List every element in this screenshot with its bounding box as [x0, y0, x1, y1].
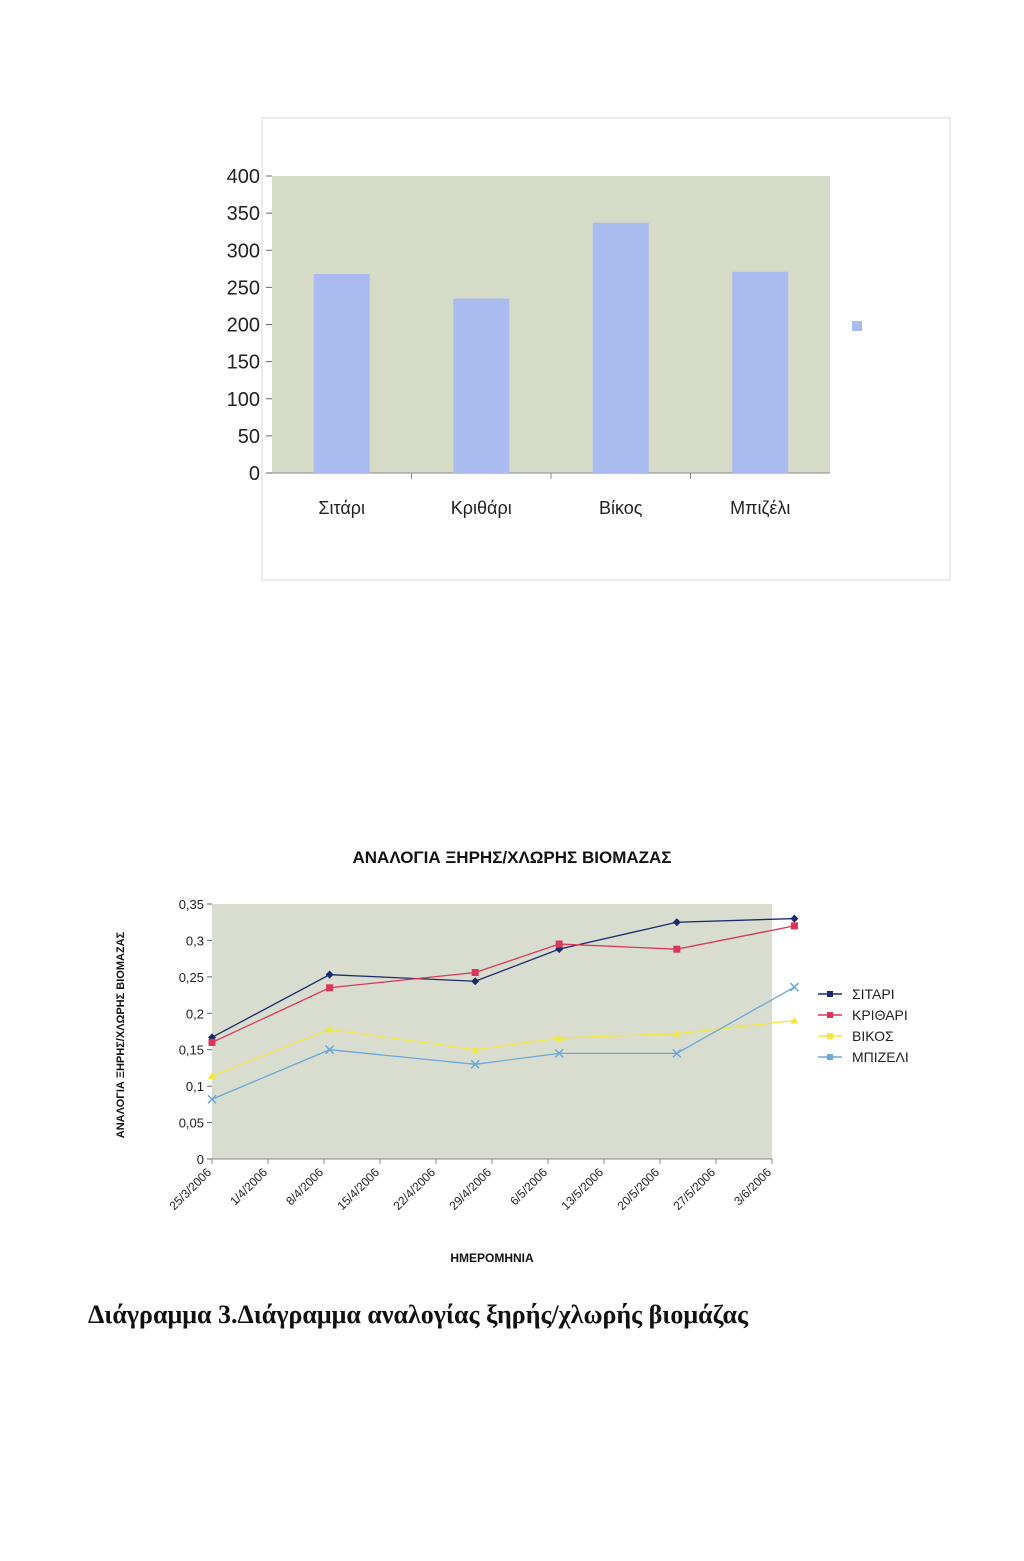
x-tick-label: Μπιζέλι [730, 498, 791, 518]
y-tick-label: 0,2 [185, 1006, 204, 1022]
y-tick-label: 0,25 [178, 969, 204, 985]
legend-marker [827, 1033, 833, 1039]
x-tick-label: 22/4/2006 [390, 1165, 439, 1213]
y-tick-label: 350 [226, 203, 260, 226]
data-point [209, 1039, 216, 1046]
y-tick-label: 0 [196, 1152, 204, 1167]
y-tick-label: 0,05 [178, 1115, 204, 1131]
data-point [790, 983, 798, 991]
y-axis-label: ΑΝΑΛΟΓΙΑ ΞΗΡΗΣ/ΧΛΩΡΗΣ ΒΙΟΜΑΖΑΣ [115, 931, 127, 1139]
y-tick-label: 0,3 [185, 933, 204, 949]
data-point [472, 969, 479, 976]
data-point [791, 922, 798, 929]
y-tick-label: 150 [226, 351, 260, 374]
x-tick-label: Κριθάρι [450, 498, 512, 518]
y-tick-label: 0,1 [185, 1079, 204, 1095]
x-tick-label: 6/5/2006 [507, 1165, 551, 1209]
legend-marker [827, 991, 833, 997]
chart-title: ΑΝΑΛΟΓΙΑ ΞΗΡΗΣ/ΧΛΩΡΗΣ ΒΙΟΜΑΖΑΣ [352, 848, 672, 867]
x-tick-label: Σιτάρι [318, 498, 366, 518]
figure-caption: Διάγραμμα 3.Διάγραμμα αναλογίας ξηρής/χλωρής βιομάζας [88, 1300, 748, 1329]
data-point [790, 915, 798, 923]
data-point [673, 946, 680, 953]
y-tick-label: 0 [248, 463, 260, 485]
x-tick-label: 15/4/2006 [334, 1165, 383, 1213]
data-point [556, 941, 563, 948]
x-tick-label: 3/6/2006 [731, 1165, 775, 1209]
legend-label: ΒΙΚΟΣ [852, 1028, 894, 1044]
legend-marker [827, 1054, 833, 1060]
x-tick-label: 29/4/2006 [446, 1165, 495, 1213]
legend-label: ΣΙΤΑΡΙ [852, 986, 895, 1002]
x-tick-label: Βίκος [599, 498, 643, 518]
legend-marker [827, 1012, 833, 1018]
x-tick-label: 8/4/2006 [283, 1165, 327, 1209]
x-tick-label: 25/3/2006 [166, 1165, 215, 1213]
legend-label: ΜΠΙΖΕΛΙ [852, 1049, 909, 1065]
y-tick-label: 0,35 [178, 897, 204, 912]
y-tick-label: 300 [226, 240, 260, 263]
legend-label: ΚΡΙΘΑΡΙ [852, 1007, 908, 1023]
y-tick-label: 200 [226, 314, 260, 337]
x-tick-label: 1/4/2006 [227, 1165, 271, 1209]
y-tick-label: 400 [226, 166, 260, 188]
data-point [790, 1017, 798, 1024]
plot-area [212, 904, 772, 1159]
x-tick-label: 27/5/2006 [670, 1165, 719, 1213]
y-tick-label: 50 [237, 425, 260, 448]
y-tick-label: 250 [226, 277, 260, 300]
y-tick-label: 0,15 [178, 1042, 204, 1058]
data-point [326, 984, 333, 991]
y-tick-label: 100 [226, 388, 260, 411]
x-tick-label: 13/5/2006 [558, 1165, 607, 1213]
x-axis-label: ΗΜΕΡΟΜΗΝΙΑ [450, 1251, 534, 1265]
x-tick-label: 20/5/2006 [614, 1165, 663, 1213]
